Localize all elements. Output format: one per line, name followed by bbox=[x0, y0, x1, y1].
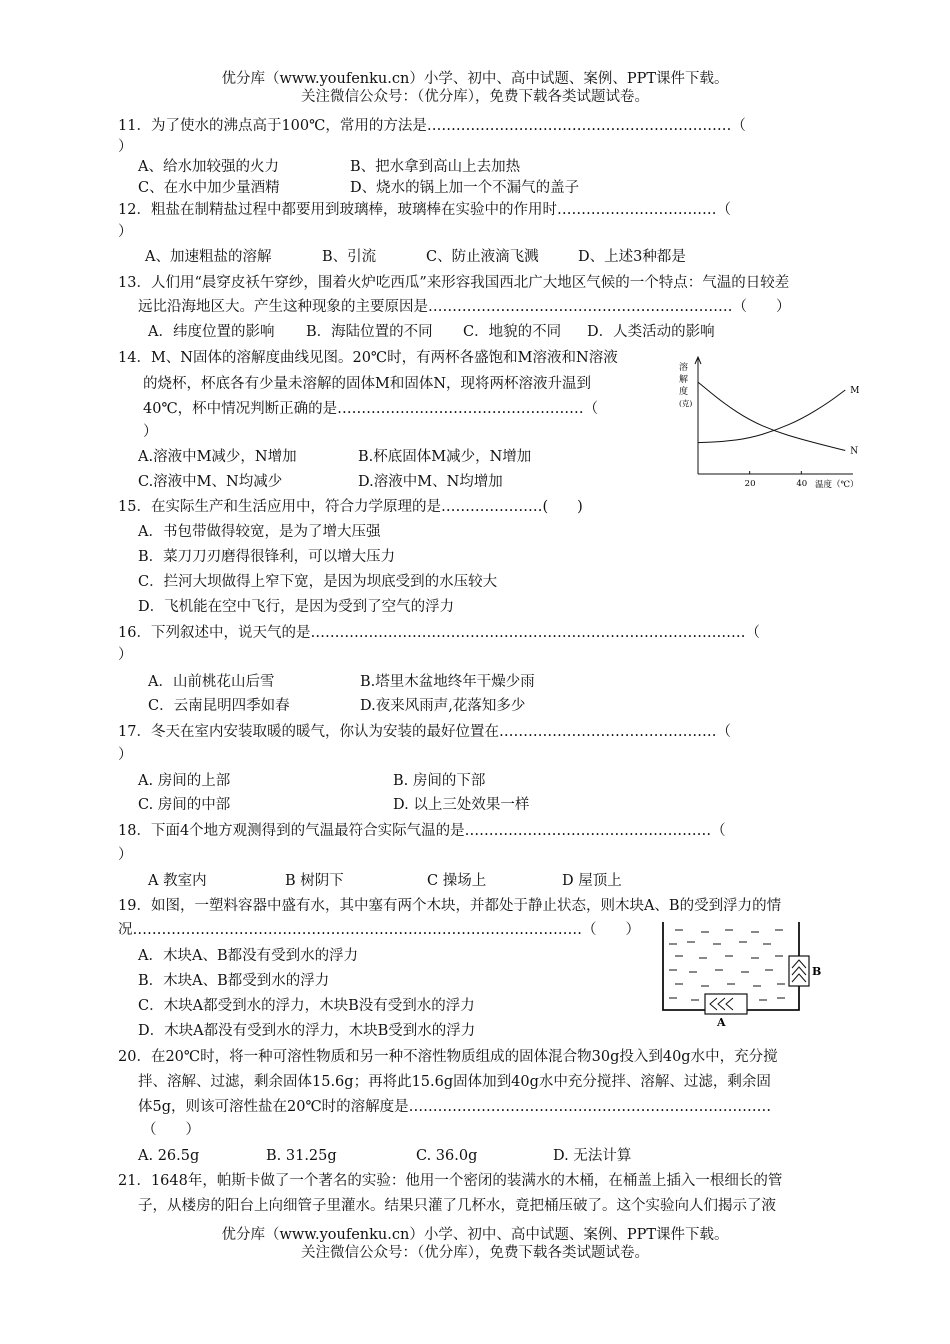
solubility-chart bbox=[675, 352, 865, 492]
q16-stem: 16．下列叙述中，说天气的是………………………………………………………………………………（ bbox=[118, 625, 760, 641]
header-line-1: 优分库（www.youfenku.cn）小学、初中、高中试题、案例、PPT课件下载。 bbox=[221, 71, 729, 87]
q13-option-d: D．人类活动的影响 bbox=[587, 324, 715, 340]
q11-stem-cont: ） bbox=[118, 139, 133, 155]
q18-option-a: A 教室内 bbox=[148, 873, 207, 889]
q18-option-c: C 操场上 bbox=[427, 873, 487, 889]
q18-option-d: D 屋顶上 bbox=[562, 873, 622, 889]
q17-option-d: D. 以上三处效果一样 bbox=[393, 797, 530, 813]
q15-option-c: C．拦河大坝做得上窄下宽，是因为坝底受到的水压较大 bbox=[138, 574, 498, 590]
x-tick-label: 40 bbox=[796, 479, 808, 489]
q20-stem-2: 拌、溶解、过滤，剩余固体15.6g；再将此15.6g固体加到40g水中充分搅拌、溶解、过滤，剩余固 bbox=[138, 1074, 771, 1090]
q12-stem-cont: ） bbox=[118, 224, 133, 240]
curve-n bbox=[698, 382, 845, 450]
q11-option-c: C、在水中加少量酒精 bbox=[138, 180, 280, 196]
q12-option-d: D、上述3种都是 bbox=[578, 249, 686, 265]
y-axis-label-char: 度 bbox=[679, 387, 689, 397]
q18-stem-cont: ） bbox=[118, 847, 133, 863]
water-container-figure bbox=[655, 920, 830, 1030]
y-axis-label-char: (克) bbox=[679, 399, 693, 408]
q17-stem: 17．冬天在室内安装取暖的暖气，你认为安装的最好位置在………………………………………（ bbox=[118, 724, 731, 740]
q14-option-a: A.溶液中M减少，N增加 bbox=[138, 449, 297, 465]
header-line-2: 关注微信公众号：（优分库），免费下载各类试题试卷。 bbox=[301, 89, 649, 105]
q18-stem: 18．下面4个地方观测得到的气温最符合实际气温的是……………………………………………（ bbox=[118, 823, 726, 839]
q15-option-d: D．飞机能在空中飞行，是因为受到了空气的浮力 bbox=[138, 599, 455, 615]
label-a: A bbox=[717, 1016, 726, 1029]
label-b: B bbox=[812, 965, 822, 978]
q13-stem-2: 远比沿海地区大。产生这种现象的主要原因是………………………………………………………（ ） bbox=[138, 299, 791, 315]
q20-stem-1: 20．在20℃时，将一种可溶性物质和另一种不溶性物质组成的固体混合物30g投入到40g水中，充分搅 bbox=[118, 1049, 778, 1065]
q14-option-b: B.杯底固体M减少，N增加 bbox=[358, 449, 532, 465]
curve-m bbox=[698, 390, 845, 443]
q15-option-a: A．书包带做得较宽，是为了增大压强 bbox=[138, 524, 381, 540]
q13-option-b: B．海陆位置的不同 bbox=[306, 324, 433, 340]
q13-stem-1: 13．人们用“晨穿皮袄午穿纱，围着火炉吃西瓜”来形容我国西北广大地区气候的一个特点：气温的日较差 bbox=[118, 275, 790, 291]
q14-stem-cont: ） bbox=[143, 424, 158, 440]
q17-option-b: B. 房间的下部 bbox=[393, 773, 486, 789]
q14-stem-3: 40℃，杯中情况判断正确的是……………………………………………（ bbox=[143, 401, 599, 417]
q11-option-a: A、给水加较强的火力 bbox=[138, 159, 279, 175]
q19-option-a: A．木块A、B都没有受到水的浮力 bbox=[138, 948, 359, 964]
q16-option-c: C．云南昆明四季如春 bbox=[148, 698, 290, 714]
q12-stem: 12．粗盐在制精盐过程中都要用到玻璃棒，玻璃棒在实验中的作用时……………………………（ bbox=[118, 202, 731, 218]
q16-option-a: A．山前桃花山后雪 bbox=[148, 674, 275, 690]
q11-option-b: B、把水拿到高山上去加热 bbox=[350, 159, 521, 175]
q14-stem-2: 的烧杯，杯底各有少量未溶解的固体M和固体N，现将两杯溶液升温到 bbox=[143, 376, 592, 392]
q14-stem-1: 14．M、N固体的溶解度曲线见图。20℃时，有两杯各盛饱和M溶液和N溶液 bbox=[118, 350, 618, 366]
q17-option-a: A. 房间的上部 bbox=[138, 773, 231, 789]
q12-option-b: B、引流 bbox=[322, 249, 377, 265]
q11-stem: 11．为了使水的沸点高于100℃，常用的方法是………………………………………………………（ bbox=[118, 118, 746, 134]
q17-stem-cont: ） bbox=[118, 747, 133, 763]
curve-label-m: M bbox=[850, 386, 860, 396]
q12-option-a: A、加速粗盐的溶解 bbox=[145, 249, 272, 265]
q19-stem-1: 19．如图，一塑料容器中盛有水，其中塞有两个木块，并都处于静止状态，则木块A、B的受到浮力的情 bbox=[118, 898, 782, 914]
q19-option-d: D．木块A都没有受到水的浮力，木块B受到水的浮力 bbox=[138, 1023, 476, 1039]
water-dashes bbox=[669, 930, 785, 1000]
y-axis-label-char: 解 bbox=[679, 375, 689, 385]
q16-option-b: B.塔里木盆地终年干燥少雨 bbox=[360, 674, 535, 690]
q20-stem-cont: （ ） bbox=[142, 1122, 200, 1138]
footer-line-2: 关注微信公众号：（优分库），免费下载各类试题试卷。 bbox=[301, 1245, 649, 1261]
q16-option-d: D.夜来风雨声,花落知多少 bbox=[360, 698, 526, 714]
y-axis-label bbox=[679, 361, 692, 408]
x-axis-label: 温度（℃） bbox=[815, 480, 859, 490]
q20-option-c: C. 36.0g bbox=[416, 1148, 478, 1164]
q15-option-b: B．菜刀刀刃磨得很锋利，可以增大压力 bbox=[138, 549, 396, 565]
q12-option-c: C、防止液滴飞溅 bbox=[426, 249, 539, 265]
x-tick-label: 20 bbox=[744, 479, 756, 489]
q18-option-b: B 树阴下 bbox=[285, 873, 344, 889]
q21-stem-1: 21．1648年，帕斯卡做了一个著名的实验：他用一个密闭的装满水的木桶，在桶盖上插入一根细长的管 bbox=[118, 1173, 783, 1189]
footer-line-1: 优分库（www.youfenku.cn）小学、初中、高中试题、案例、PPT课件下载。 bbox=[221, 1227, 729, 1243]
q20-option-b: B. 31.25g bbox=[266, 1148, 337, 1164]
q14-option-c: C.溶液中M、N均减少 bbox=[138, 474, 283, 490]
q16-stem-cont: ） bbox=[118, 647, 133, 663]
q19-option-c: C．木块A都受到水的浮力，木块B没有受到水的浮力 bbox=[138, 998, 475, 1014]
q13-option-c: C．地貌的不同 bbox=[463, 324, 562, 340]
q13-option-a: A．纬度位置的影响 bbox=[148, 324, 275, 340]
q20-option-a: A. 26.5g bbox=[138, 1148, 200, 1164]
q19-stem-2: 况…………………………………………………………………………………（ ） bbox=[118, 922, 640, 938]
q20-option-d: D. 无法计算 bbox=[553, 1148, 632, 1164]
q19-option-b: B．木块A、B都受到水的浮力 bbox=[138, 973, 330, 989]
q17-option-c: C. 房间的中部 bbox=[138, 797, 231, 813]
q15-stem: 15．在实际生产和生活应用中，符合力学原理的是…………………( ) bbox=[118, 499, 583, 515]
y-axis-label-char: 溶 bbox=[679, 363, 689, 373]
q20-stem-3: 体5g，则该可溶性盐在20℃时的溶解度是………………………………………………………………… bbox=[138, 1099, 772, 1115]
q14-option-d: D.溶液中M、N均增加 bbox=[358, 474, 503, 490]
curve-label-n: N bbox=[850, 446, 859, 457]
q11-option-d: D、烧水的锅上加一个不漏气的盖子 bbox=[350, 180, 580, 196]
q21-stem-2: 子，从楼房的阳台上向细管子里灌水。结果只灌了几杯水，竟把桶压破了。这个实验向人们揭示了液 bbox=[138, 1198, 776, 1214]
